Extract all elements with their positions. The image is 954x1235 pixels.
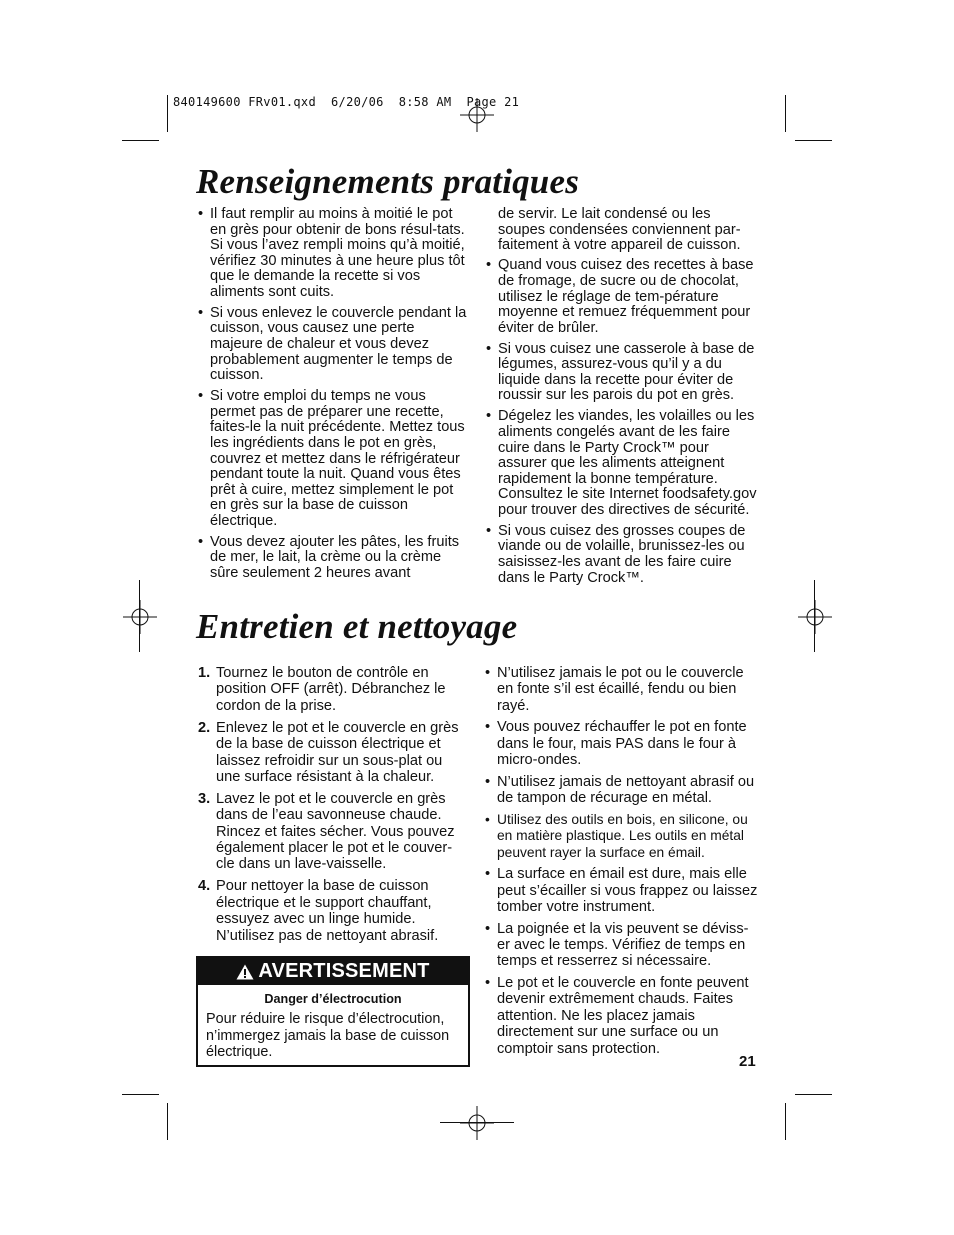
registration-mark-left-line [139, 580, 140, 652]
step-number: 1. [198, 665, 211, 681]
bullet: • [485, 773, 491, 790]
bullet: • [486, 522, 492, 539]
warning-header [198, 958, 468, 985]
crop-mark-bottom-right-vertical [785, 1103, 786, 1140]
crop-mark-bottom-left-horizontal [122, 1094, 159, 1095]
crop-mark-top-right-horizontal [795, 140, 832, 141]
registration-mark-right-icon [798, 600, 832, 634]
bullet: • [485, 665, 491, 681]
list-item: • Si vous cuisez des grosses coupes de viande ou de volaille, brunissez-les ou saisissez-les avant de les faire cuire dans le Party Crock™. [486, 522, 746, 586]
numbered-step: 1. Tournez le bouton de contrôle en position OFF (arrêt). Débranchez le cordon de la prise. [198, 665, 446, 714]
bullet: • [486, 408, 492, 425]
list-item: • Quand vous cuisez des recettes à base de fromage, de sucre ou de chocolat, utilisez le réglage de tem-pérature moyenne et remuez fréquemment pour éviter de brûler. [486, 257, 754, 336]
list-item: • Si votre emploi du temps ne vous permet pas de préparer une recette, faites-le la nuit précédente. Mettez tous les ingrédients dans le pot en grès, couvrez et mettez dans le réfrigérateur pendant toute la nuit. Quand vous êtes prêt à cuire, mettez simplement le pot en grès sur la base de cuisson électrique. [198, 388, 465, 529]
bullet: • [485, 719, 491, 736]
numbered-step: 4. Pour nettoyer la base de cuisson électrique et le support chauffant, essuyez avec un linge humide. N’utilisez pas de nettoyant abrasif. [198, 878, 439, 944]
step-number: 4. [198, 878, 211, 895]
registration-mark-bottom-line [440, 1122, 514, 1123]
list-item: • Si vous enlevez le couvercle pendant la cuisson, vous causez une perte majeure de chaleur et vous devez probablement augmenter le temps de cuisson. [198, 304, 467, 384]
crop-mark-bottom-right-horizontal [795, 1094, 832, 1095]
warning-heading: AVERTISSEMENT [258, 960, 430, 982]
bullet: • [486, 257, 492, 274]
warning-box [196, 956, 470, 1067]
numbered-step: 3. Lavez le pot et le couvercle en grès dans de l’eau savonneuse chaude. Rincez et faites sécher. Vous pouvez également placer le pot et le couver-cle dans un lave-vaisselle. [198, 790, 455, 873]
warning-triangle-icon [236, 964, 254, 980]
section-title-renseignements: Renseignements pratiques [196, 162, 580, 201]
continued-paragraph: de servir. Le lait condensé ou les soupes condensées conviennent par-faitement à votre appareil de cuisson. [498, 206, 741, 254]
printer-slug: 840149600 FRv01.qxd 6/20/06 8:58 AM Page 21 [173, 95, 520, 109]
bullet: • [485, 920, 491, 937]
list-item: • Si vous cuisez une casserole à base de légumes, assurez-vous qu’il y a du liquide dans la recette pour éviter de roussir sur les parois du pot en grès. [486, 340, 755, 404]
list-item: • La surface en émail est dure, mais elle peut s’écailler si vous frappez ou laissez tomber votre instrument. [485, 866, 758, 916]
page-number: 21 [739, 1053, 756, 1070]
section2-left-column [198, 665, 470, 950]
bullet: • [485, 811, 490, 827]
bullet: • [485, 975, 491, 992]
step-number: 3. [198, 790, 211, 807]
crop-mark-bottom-left-vertical [167, 1103, 168, 1140]
bullet: • [198, 388, 204, 405]
bullet: • [198, 304, 204, 321]
bullet: • [485, 866, 491, 883]
list-item: • Vous devez ajouter les pâtes, les fruits de mer, le lait, la crème ou la crème sûre seulement 2 heures avant [198, 533, 460, 581]
section2-right-column [485, 665, 759, 1062]
section1-right-column [486, 207, 758, 591]
crop-mark-top-left-horizontal [122, 140, 159, 141]
section-title-entretien: Entretien et nettoyage [196, 607, 518, 646]
warning-subheading: Danger d’électrocution [264, 992, 402, 1006]
list-item: • N’utilisez jamais de nettoyant abrasif ou de tampon de récurage en métal. [485, 773, 755, 807]
registration-mark-left-icon [123, 600, 157, 634]
registration-mark-bottom-icon [460, 1106, 494, 1140]
bullet: • [198, 533, 204, 550]
list-item: • Dégelez les viandes, les volailles ou les aliments congelés avant de les faire cuire dans le Party Crock™ pour assurer que les aliments atteignent rapidement la bonne température. Consultez le site Internet foodsafety.gov pour trouver des directives de sécurité. [486, 408, 757, 518]
list-item: • Il faut remplir au moins à moitié le pot en grès pour obtenir de bons résul-tats. Si vous l’avez rempli moins qu’à moitié, vérifiez 30 minutes à une heure plus tôt que le demande la recette si vos aliments sont cuits. [198, 206, 465, 300]
warning-body: Pour réduire le risque d’électrocution, n’immergez jamais la base de cuisson électrique. [206, 1011, 450, 1061]
crop-mark-top-right-vertical [785, 95, 786, 132]
crop-mark-top-left-vertical [167, 95, 168, 132]
list-item: • La poignée et la vis peuvent se déviss-er avec le temps. Vérifiez de temps en temps et resserrez si nécessaire. [485, 920, 749, 970]
registration-mark-right-line [814, 580, 815, 652]
numbered-step: 2. Enlevez le pot et le couvercle en grès de la base de cuisson électrique et laissez refroidir sur un sous-plat ou une surface résistant à la chaleur. [198, 719, 459, 785]
step-number: 2. [198, 719, 211, 736]
section1-left-column [198, 207, 468, 587]
bullet: • [486, 340, 492, 357]
list-item: • Utilisez des outils en bois, en silicone, ou en matière plastique. Les outils en métal peuvent rayer la surface en émail. [485, 811, 748, 860]
bullet: • [198, 206, 204, 222]
registration-mark-top-icon [460, 98, 494, 132]
list-item: • N’utilisez jamais le pot ou le couvercle en fonte s’il est écaillé, fendu ou bien rayé. [485, 665, 744, 714]
list-item: • Vous pouvez réchauffer le pot en fonte dans le four, mais PAS dans le four à micro-ondes. [485, 719, 747, 769]
list-item: • Le pot et le couvercle en fonte peuvent devenir extrêmement chauds. Faites attention. Ne les placez jamais directement sur une surface ou un comptoir sans protection. [485, 975, 749, 1057]
